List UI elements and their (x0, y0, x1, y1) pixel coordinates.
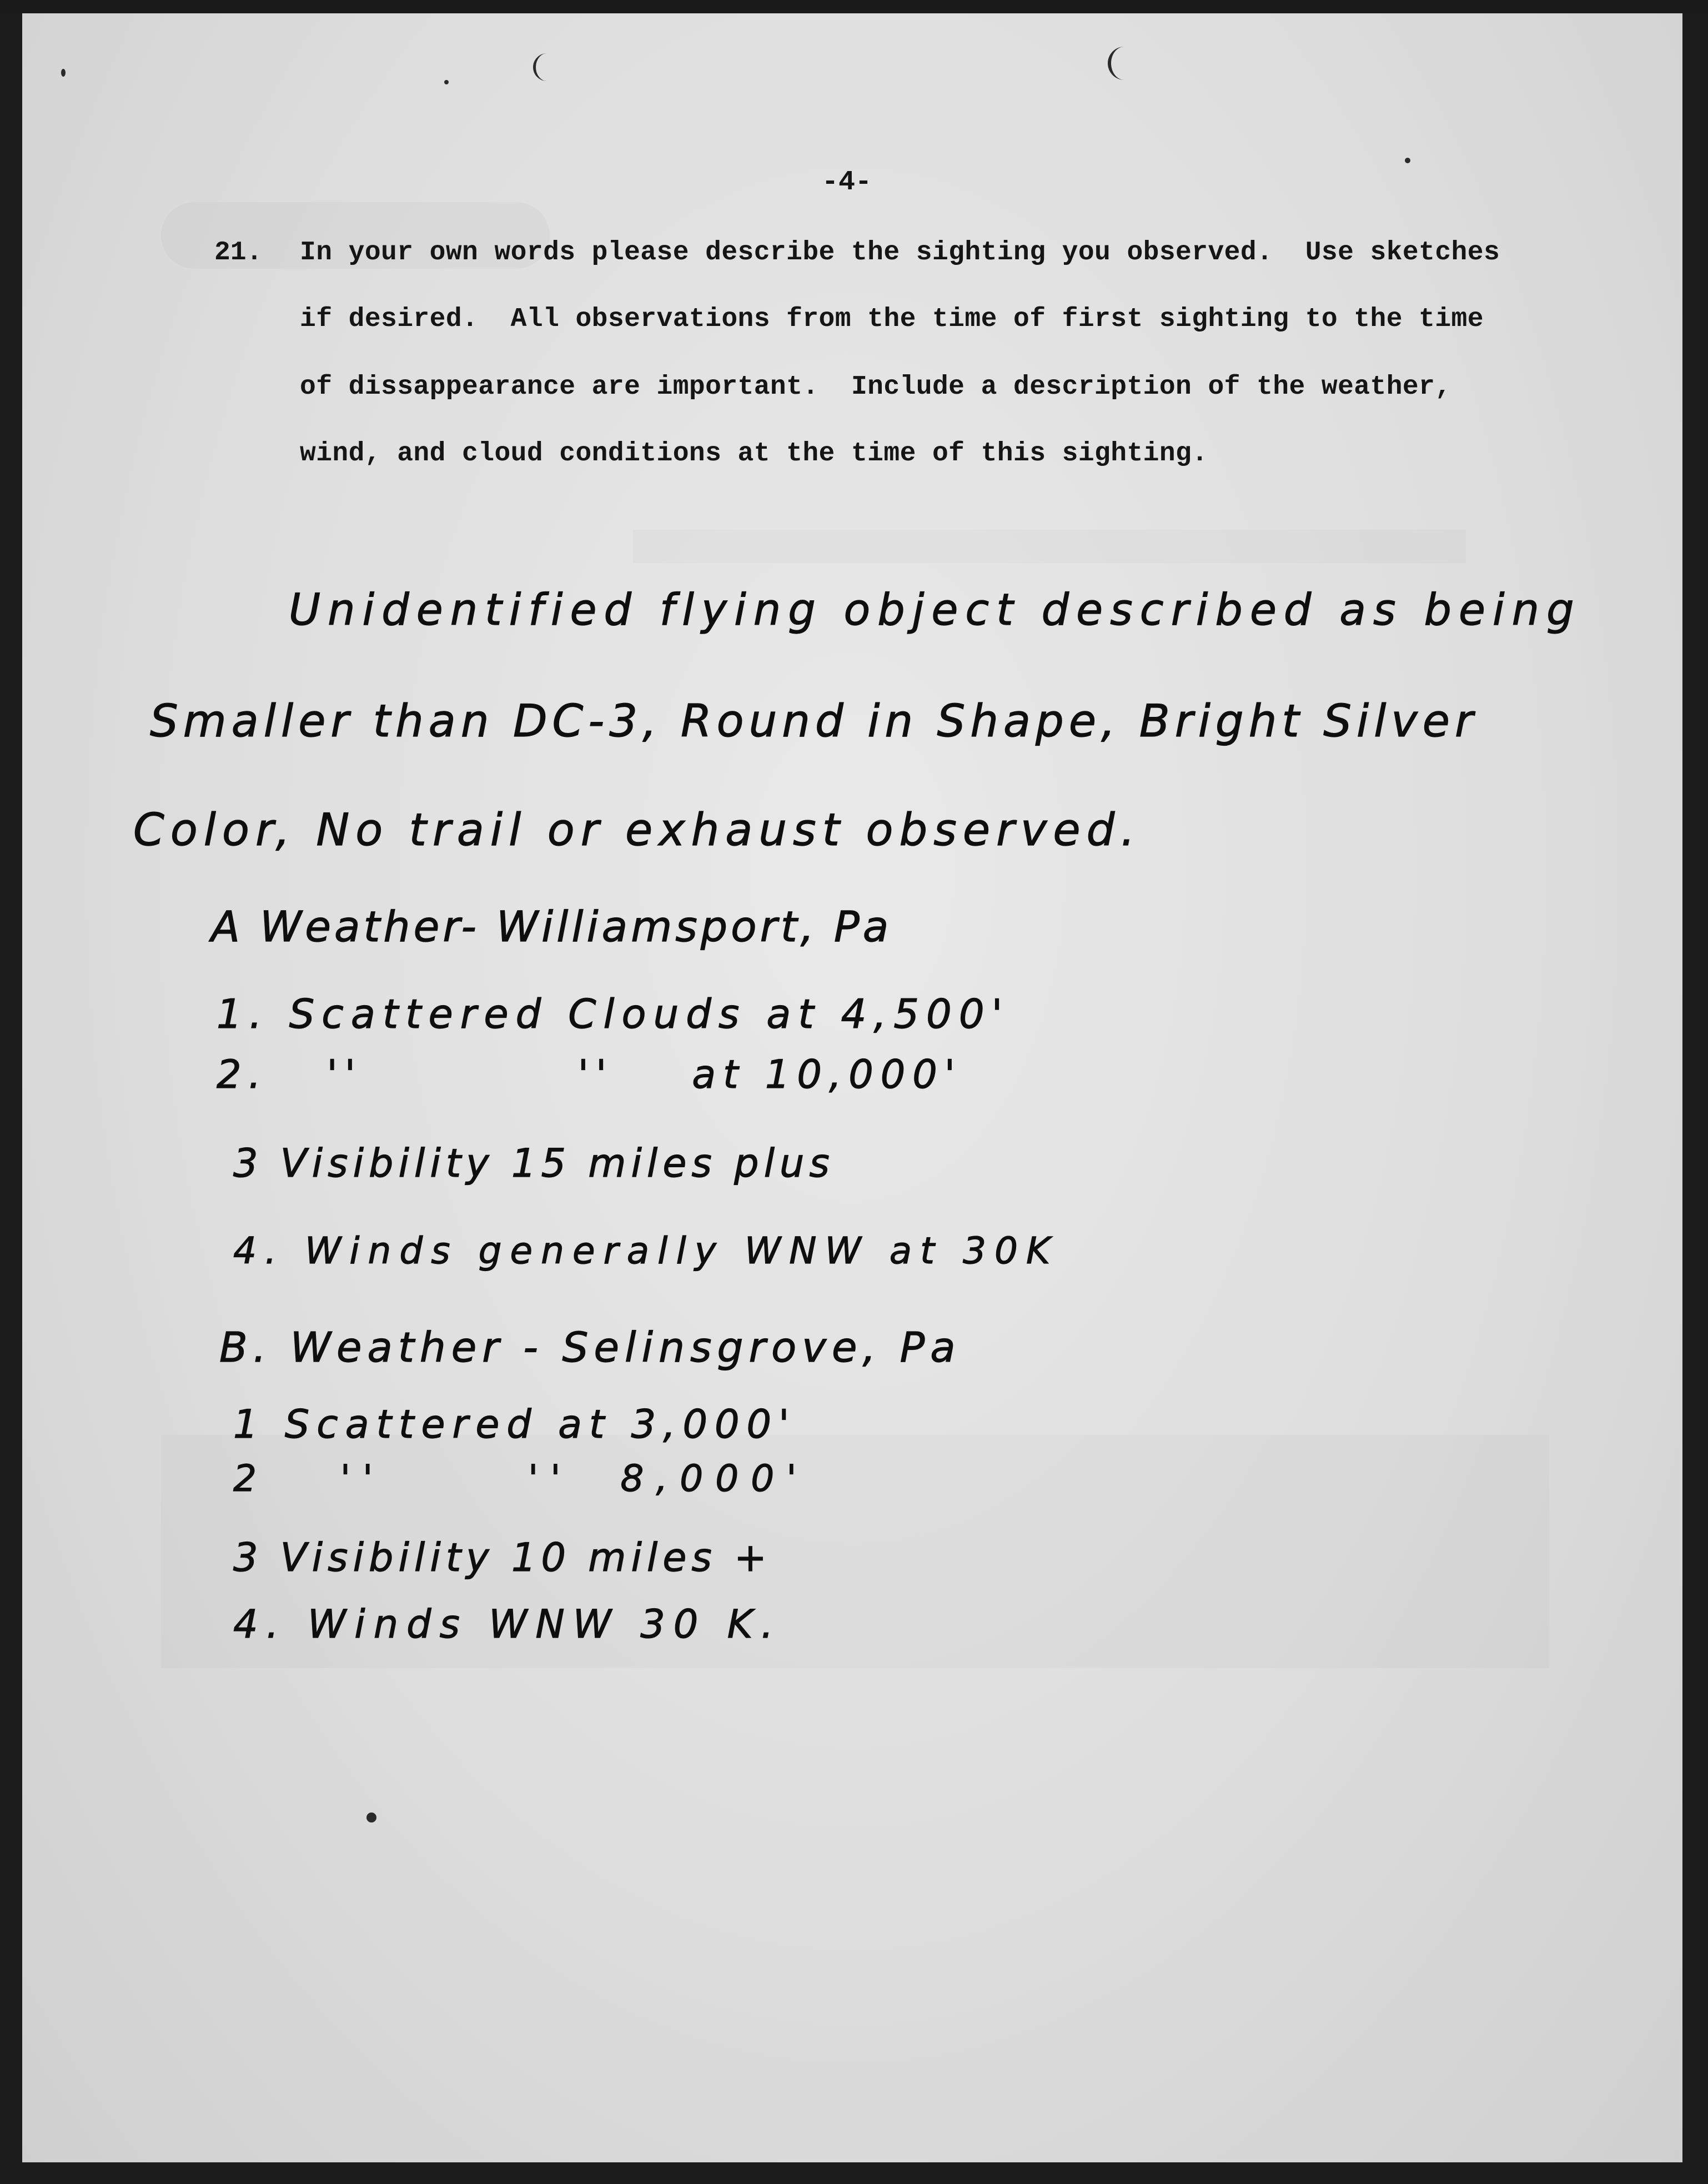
scan-speck (1108, 47, 1124, 80)
question-text-line: wind, and cloud conditions at the time of this sighting. (300, 439, 1208, 469)
weather-a-heading: A Weather- Williamsport, Pa (211, 902, 892, 951)
handwritten-description-line: Unidentified flying object described as being (289, 585, 1581, 635)
document-page (22, 13, 1682, 2162)
weather-b-item: 1 Scattered at 3,000' (233, 1402, 797, 1447)
scan-speck (1405, 158, 1410, 163)
weather-b-item: 4. Winds WNW 30 K. (233, 1601, 782, 1647)
scan-speck (366, 1813, 376, 1822)
weather-a-item: 2. '' '' at 10,000' (217, 1052, 963, 1097)
weather-b-heading: B. Weather - Selinsgrove, Pa (219, 1324, 961, 1372)
weather-b-item: 2 '' '' 8,000' (233, 1457, 809, 1500)
question-text-line: In your own words please describe the sighting you observed. Use sketches (300, 238, 1500, 268)
bleed-through-mark (633, 530, 1466, 563)
scan-speck (533, 53, 547, 81)
handwritten-description-line: Smaller than DC-3, Round in Shape, Bright Silver (150, 695, 1478, 747)
weather-a-item: 4. Winds generally WNW at 30K (233, 1229, 1059, 1272)
scan-speck (61, 69, 66, 77)
question-number: 21. (214, 238, 263, 268)
weather-a-item: 1. Scattered Clouds at 4,500' (217, 991, 1010, 1037)
page-number: -4- (822, 167, 872, 198)
question-text-line: if desired. All observations from the time of first sighting to the time (300, 304, 1484, 334)
weather-b-item: 3 Visibility 10 miles + (233, 1535, 772, 1580)
question-text-line: of dissappearance are important. Include a description of the weather, (300, 372, 1451, 402)
film-edge-top (0, 0, 1708, 13)
scan-speck (444, 80, 449, 84)
weather-a-item: 3 Visibility 15 miles plus (233, 1141, 835, 1186)
handwritten-description-line: Color, No trail or exhaust observed. (133, 804, 1141, 856)
